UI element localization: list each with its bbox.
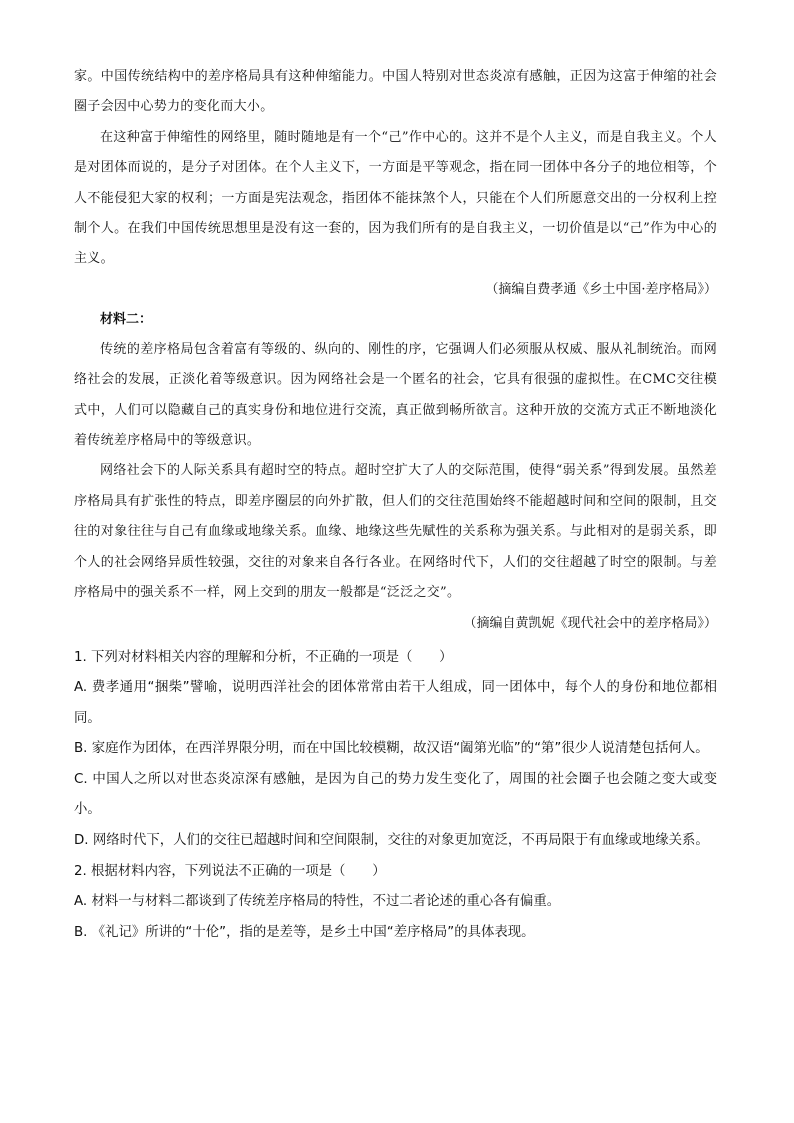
answer-option: C. 中国人之所以对世态炎凉深有感触，是因为自己的势力发生变化了，周围的社会圈子也会随之变大或变小。 <box>74 771 717 818</box>
source-citation: （摘编自费孝通《乡土中国·差序格局》） <box>485 281 717 297</box>
answer-option: B. 家庭作为团体，在西洋界限分明，而在中国比较模糊，故汉语“阖第光临”的“第”很少人说清楚包括何人。 <box>74 741 709 757</box>
answer-option: A. 费孝通用“捆柴”譬喻，说明西洋社会的团体常常由若干人组成，同一团体中，每个人的身份和地位都相同。 <box>74 680 717 726</box>
questions <box>74 643 717 949</box>
answer-option: D. 网络时代下，人们的交往已超越时间和空间限制，交往的对象更加宽泛，不再局限于有血缘或地缘关系。 <box>74 833 709 849</box>
answer-option: B. 《礼记》所讲的“十伦”，指的是差等，是乡土中国“差序格局”的具体表现。 <box>74 924 535 940</box>
paragraph: 家。中国传统结构中的差序格局具有这种伸缩能力。中国人特别对世态炎凉有感触，正因为这富于伸缩的社会圈子会因中心势力的变化而大小。 <box>74 69 717 115</box>
paragraph: 网络社会下的人际关系具有超时空的特点。超时空扩大了人的交际范围，使得“弱关系”得到发展。虽然差序格局具有扩张性的特点，即差序圈层的向外扩散，但人们的交往范围始终不能超越时间和空间的限制，且交往的对象往往与自己有血缘或地缘关系。血缘、地缘这些先赋性的关系称为强关系。与此相对的是弱关系，即个人的社会网络异质性较强，交往的对象来自各行各业。在网络时代下，人们的交往超越了时空的限制。与差序格局中的强关系不一样，网上交到的朋友一般都是“泛泛之交”。 <box>74 463 717 601</box>
answer-option: A. 材料一与材料二都谈到了传统差序格局的特性，不过二者论述的重心各有偏重。 <box>74 894 561 910</box>
question-stem: 1. 下列对材料相关内容的理解和分析，不正确的一项是（ ） <box>74 649 453 665</box>
document-page <box>74 62 717 948</box>
paragraph: 在这种富于伸缩性的网络里，随时随地是有一个“己”作中心的。这并不是个人主义，而是自我主义。个人是对团体而说的，是分子对团体。在个人主义下，一方面是平等观念，指在同一团体中各分子的地位相等，个人不能侵犯大家的权利；一方面是宪法观念，指团体不能抹煞个人，只能在个人们所愿意交出的一分权利上控制个人。在我们中国传统思想里是没有这一套的，因为我们所有的是自我主义，一切价值是以“己”作为中心的主义。 <box>74 129 717 267</box>
paragraph: 传统的差序格局包含着富有等级的、纵向的、刚性的序，它强调人们必须服从权威、服从礼制统治。而网络社会的发展，正淡化着等级意识。因为网络社会是一个匿名的社会，它具有很强的虚拟性。在CMC交往模式中，人们可以隐藏自己的真实身份和地位进行交流，真正做到畅所欲言。这种开放的交流方式正不断地淡化着传统差序格局中的等级意识。 <box>74 341 717 449</box>
question-stem: 2. 根据材料内容，下列说法不正确的一项是（ ） <box>74 863 386 879</box>
material-two <box>74 335 717 609</box>
source-citation: （摘编自黄凯妮《现代社会中的差序格局》） <box>463 615 717 631</box>
section-heading: 材料二： <box>100 311 153 327</box>
material-one <box>74 62 717 275</box>
